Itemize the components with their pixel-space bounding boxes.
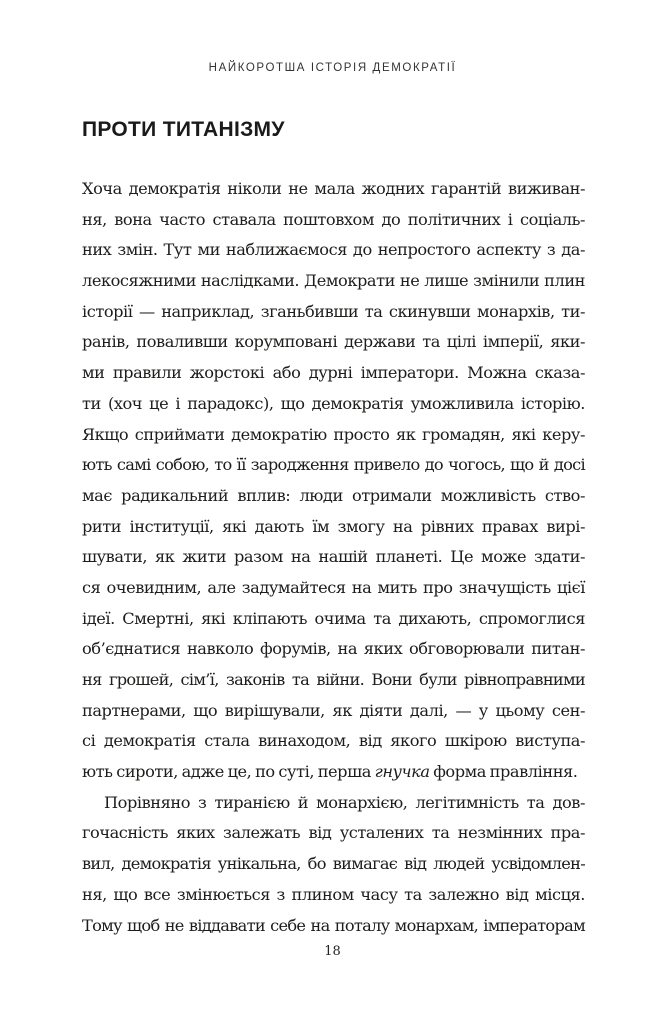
text-run: форма правління. (429, 762, 578, 782)
text-line: ня, вона часто ставала поштовхом до політичних і соціаль- (82, 209, 585, 229)
body-text (82, 174, 585, 941)
text-line: Порівняно з тиранією й монархією, легітимність та дов- (104, 792, 585, 812)
emphasized-word: гнучка (374, 762, 430, 782)
text-line: об’єднатися навколо форумів, на яких обговорювали питан- (82, 639, 585, 659)
text-line: історії — наприклад, зганьбивши та скинувши монархів, ти- (82, 301, 585, 321)
text-line: ідеї. Смертні, які кліпають очима та дихають, спромоглися (82, 608, 585, 628)
text-line: ня грошей, сім’ї, законів та війни. Вони були рівноправними (82, 670, 585, 689)
text-line: ють самі собою, то її зародження привело до чогось, що й досі (82, 455, 585, 475)
text-line: партнерами, що вирішували, як діяти далі, — у цьому сен- (82, 700, 585, 720)
text-line: Хоча демократія ніколи не мала жодних гарантій виживан- (82, 179, 585, 198)
page-number: 18 (324, 944, 341, 959)
text-line: має радикальний вплив: люди отримали можливість ство- (82, 485, 585, 505)
text-line: ня, що все змінюється з плином часу та залежно від місця. (82, 884, 585, 904)
paragraph-2 (82, 788, 585, 941)
text-line: них змін. Тут ми наближаємося до непростого аспекту з да- (82, 240, 585, 260)
text-line: сі демократія стала винаходом, від якого шкірою виступа- (82, 731, 585, 751)
text-line: ранів, поваливши корумповані держави та цілі імперії, яки- (82, 332, 585, 352)
text-line: шувати, як жити разом на нашій планеті. Це може здати- (82, 547, 585, 567)
running-header: НАЙКОРОТША ІСТОРІЯ ДЕМОКРАТІЇ (208, 62, 457, 74)
section-title: ПРОТИ ТИТАНІЗМУ (82, 118, 285, 141)
text-line: Тому щоб не віддавати себе на поталу монархам, імператорам (82, 915, 585, 935)
text-line-last (82, 757, 585, 788)
text-line: ми правили жорстокі або дурні імператори. Можна сказа- (82, 363, 585, 383)
text-run: ють сироти, адже це, по суті, перша (82, 762, 375, 782)
text-line: ти (хоч це і парадокс), що демократія уможливила історію. (82, 393, 585, 413)
paragraph-1 (82, 174, 585, 788)
text-line: вил, демократія унікальна, бо вимагає від людей усвідомлен- (82, 854, 585, 874)
text-line: рити інституції, які дають їм змогу на рівних правах вирі- (82, 516, 585, 536)
text-line: ся очевидним, але задумайтеся на мить про значущість цієї (82, 577, 585, 597)
text-line: лекосяжними наслідками. Демократи не лише змінили плин (82, 271, 585, 291)
text-line: гочасність яких залежать від усталених та незмінних пра- (82, 823, 585, 843)
text-line: Якщо сприймати демократію просто як громадян, які керу- (82, 424, 585, 444)
